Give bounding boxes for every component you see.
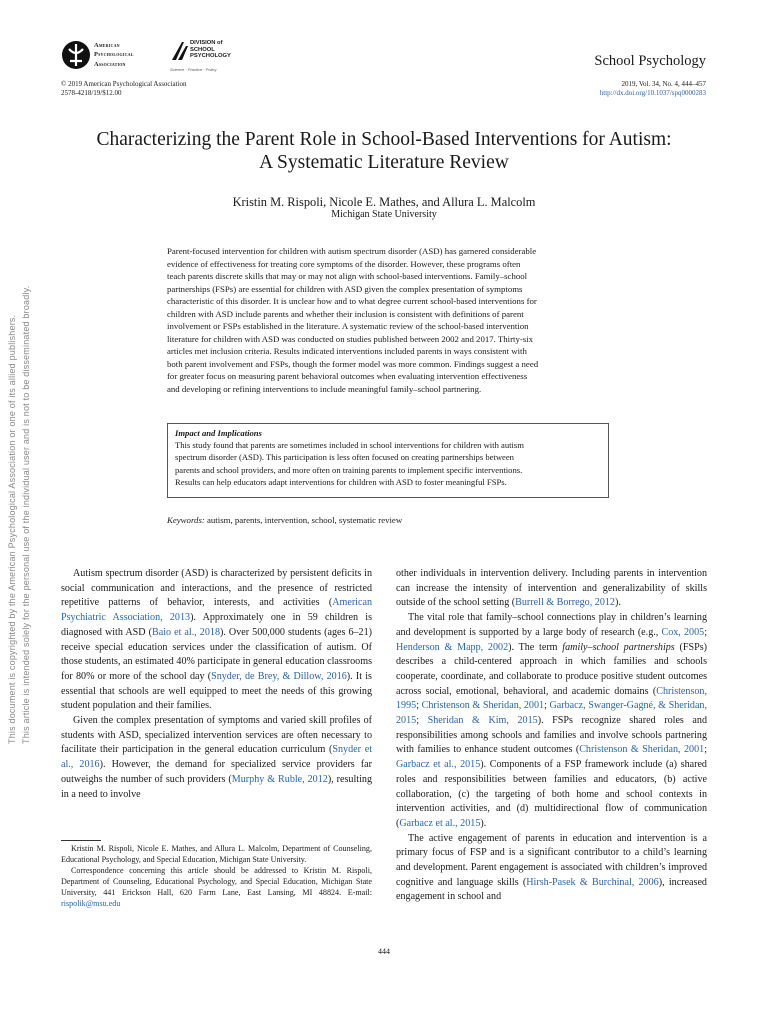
impact-body: This study found that parents are sometimes included in school interventions for children with autism spectrum disorder (ASD). This participation is less often focused on creating partnerships between parents and school providers, and more often on training parents to implement specific interventions. Results can help educators adapt interventions for children with ASD to foster meaningful FSPs. <box>175 440 524 487</box>
correspondence-note: Correspondence concerning this article should be addressed to Kristin M. Rispoli, Department of Counseling, Educational Psychology, and Special Education, Michigan State University, 441 Erickson Hall, 620 Farm Lane, East Lansing, MI 48824. E-mail: rispolik@msu.edu <box>61 866 372 909</box>
body-text: Autism spectrum disorder (ASD) is characterized by persistent deficits in social communication and interactions, and the presence of restricted repetitive patterns of behavior, interests, and activities ( <box>61 568 372 609</box>
body-text: ). It is essential that schools are well equipped to meet the needs of this growing student population and their families. <box>61 670 372 712</box>
affiliation: Michigan State University <box>331 209 437 220</box>
body-column-right <box>396 567 707 905</box>
citation-link[interactable]: Cox, 2005 <box>661 626 705 638</box>
body-text: ). However, the demand for specialized service providers far outweighs the number of such providers ( <box>61 759 373 785</box>
body-text: The vital role that family–school connections play in children’s learning and development is supported by a large body of research (e.g., <box>396 612 707 638</box>
italic-term: family–school partnerships <box>562 641 675 653</box>
page-number: 444 <box>378 947 390 956</box>
body-text: ; <box>416 700 422 712</box>
body-text: ). Over 500,000 students (ages 6–21) receive special education services under the classification of autism. Of those students, an estimated 40% participate in general education classrooms for 80% or more of the school day ( <box>61 626 373 682</box>
paragraph <box>61 567 372 714</box>
author-list: Kristin M. Rispoli, Nicole E. Mathes, and Allura L. Malcolm <box>232 195 536 209</box>
paragraph <box>61 714 372 802</box>
citation-link[interactable]: Hirsh-Pasek & Burchinal, 2006 <box>526 876 659 888</box>
citation-link[interactable]: Christenson, 1995 <box>396 685 707 712</box>
article-title: Characterizing the Parent Role in School-Based Interventions for Autism: A Systematic Literature Review <box>96 129 672 173</box>
paragraph <box>396 832 707 906</box>
citation-link[interactable]: Henderson & Mapp, 2002 <box>396 641 509 653</box>
copyright-block <box>61 80 186 97</box>
body-column-left <box>61 567 372 802</box>
footnote-rule <box>61 840 101 841</box>
apa-logo <box>61 40 157 72</box>
citation-link[interactable]: American Psychiatric Association, 2013 <box>61 597 372 624</box>
citation-link[interactable]: Baio et al., 2018 <box>152 626 220 638</box>
body-text: ). Approximately one in 59 children is diagnosed with ASD ( <box>61 612 372 638</box>
citation-link[interactable]: Snyder, de Brey, & Dillow, 2016 <box>211 670 347 682</box>
body-text: ; <box>704 744 707 756</box>
citation-link[interactable]: Snyder et al., 2016 <box>61 744 372 771</box>
body-text: ). <box>614 597 621 609</box>
citation-link[interactable]: Burrell & Borrego, 2012 <box>515 597 615 609</box>
body-text: ; <box>704 626 707 638</box>
author-affiliation-note: Kristin M. Rispoli, Nicole E. Mathes, and Allura L. Malcolm, Department of Counseling, Educational Psychology, and Special Education, Michigan State University. <box>61 844 372 865</box>
citation-block <box>600 80 706 97</box>
copyright-line: © 2019 American Psychological Association <box>61 80 187 88</box>
citation-link[interactable]: Garbacz et al., 2015 <box>399 817 481 829</box>
citation-link[interactable]: Murphy & Ruble, 2012 <box>231 773 328 785</box>
apa-wordmark: American Psychological Association <box>94 42 134 68</box>
body-text: ), increased engagement in school and <box>396 876 707 903</box>
copyright-side-notice-2: This article is intended solely for the personal use of the individual user and is not to be disseminated broadly. <box>21 285 31 744</box>
copyright-side-notice-1: This document is copyrighted by the American Psychological Association or one of its allied publishers. <box>7 314 17 744</box>
journal-name: School Psychology <box>594 53 706 69</box>
citation-link[interactable]: Christenson & Sheridan, 2001 <box>421 700 545 712</box>
keywords-label: Keywords: <box>167 515 205 525</box>
citation-line: 2019, Vol. 34, No. 4, 444–457 <box>621 80 706 88</box>
paragraph <box>396 567 707 611</box>
paragraph <box>396 611 707 832</box>
impact-implications-box <box>167 423 609 498</box>
apa-seal-icon <box>61 40 91 70</box>
impact-title: Impact and Implications <box>175 428 262 438</box>
keywords <box>167 515 402 525</box>
keywords-list: autism, parents, intervention, school, systematic review <box>207 515 403 525</box>
body-text: The active engagement of parents in education and intervention is a primary focus of FSP and is a significant contributor to a child’s learning and development. Parent engagement is associated with children’s improved cognitive and language skills ( <box>396 832 707 888</box>
body-text: ; <box>544 700 550 712</box>
division-wordmark: DIVISION of SCHOOL PSYCHOLOGY <box>190 40 231 60</box>
body-text: ). FSPs recognize shared roles and responsibilities among schools and families and involve schools partnering with families to enhance student outcomes ( <box>396 715 707 756</box>
division-logo <box>170 40 230 74</box>
body-text: (FSPs) describes a child-centered approach in which families and schools cooperate, coordinate, and collaborate to produce positive student outcomes across social, emotional, behavioral, and academic domains ( <box>396 641 707 697</box>
email-link[interactable]: rispolik@msu.edu <box>61 899 121 909</box>
author-note <box>61 843 372 910</box>
body-text: ; <box>416 715 428 727</box>
citation-link[interactable]: Christenson & Sheridan, 2001 <box>579 744 705 756</box>
body-text: Given the complex presentation of symptoms and varied skill profiles of students with ASD, specialized intervention services are often necessary to facilitate their participation in the general education curriculum ( <box>61 715 372 756</box>
citation-link[interactable]: Garbacz et al., 2015 <box>396 759 481 771</box>
division-tagline: Science · Practice · Policy <box>170 67 217 72</box>
body-text: ). The term <box>508 641 563 653</box>
abstract: Parent-focused intervention for children with autism spectrum disorder (ASD) has garnered considerable evidence of effectiveness for treating core symptoms of the disorder. However, these programs often teach parents discrete skills that may or may not align with school-based interventions. Family–school partnerships (FSPs) are essential for children with ASD given the complex presentation of symptoms characteristic of this disorder. It is unclear how and to what degree current school-based interventions for children with ASD include parents and whether their inclusion is consistent with definitions of parent involvement or FSPs established in the literature. A systematic review of the school-based intervention literature for children with ASD was conducted on studies published between 2002 and 2017. Thirty-six articles met inclusion criteria. Results indicated interventions included parents in ways consistent with both parent involvement and FSPs, though the former model was more common. Findings suggest a need for greater focus on measuring parent behavioral outcomes when evaluating intervention effectiveness and developing or refining interventions to include meaningful family–school partnering. <box>167 246 539 394</box>
body-text: ). <box>480 817 487 829</box>
body-text: other individuals in intervention delivery. Including parents in intervention can increase the intensity of intervention and generalizability of skills outside of the school setting ( <box>396 568 707 609</box>
body-text: ). Components of a FSP framework include (a) shared roles and responsibilities between families and educators, (b) active collaboration, (c) the targeting of both home and school contexts in intervention activities, and (d) multidirectional flow of communication ( <box>396 759 707 829</box>
citation-link[interactable]: Garbacz, Swanger-Gagné, & Sheridan, 2015 <box>396 700 708 727</box>
body-text: ), resulting in a need to involve <box>61 773 372 800</box>
citation-link[interactable]: Sheridan & Kim, 2015 <box>427 715 538 727</box>
doi-link[interactable]: http://dx.doi.org/10.1037/spq0000283 <box>599 88 706 97</box>
issn-price-line: 2578-4218/19/$12.00 <box>61 88 122 97</box>
